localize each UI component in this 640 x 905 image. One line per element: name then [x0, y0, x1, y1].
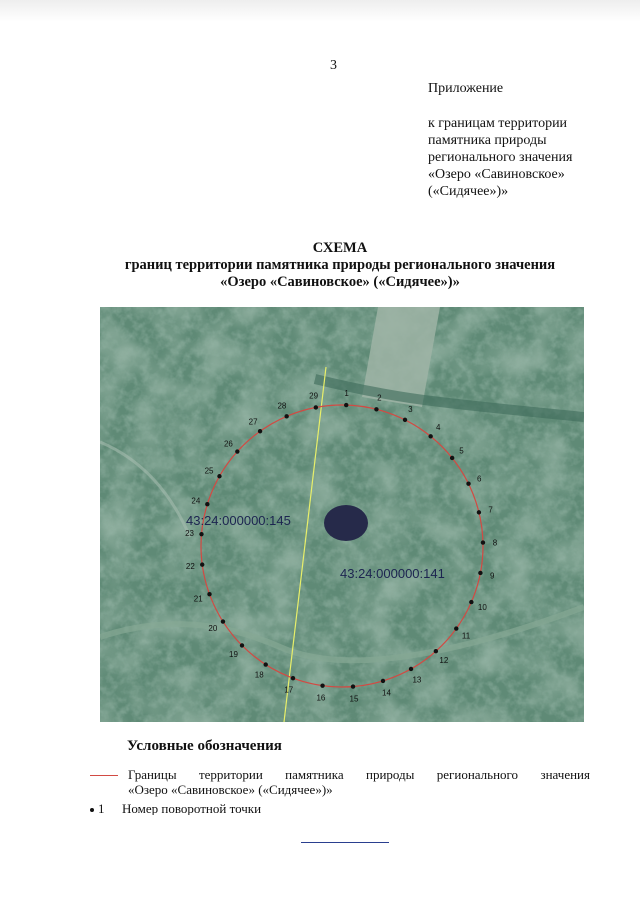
turning-point-label: 13 — [412, 675, 422, 685]
turning-point-label: 2 — [377, 393, 382, 403]
turning-point-label: 26 — [223, 439, 233, 449]
turning-point-label: 17 — [284, 685, 294, 695]
legend-point-symbol: 1 — [98, 801, 105, 815]
satellite-map — [100, 307, 584, 722]
turning-point-dot — [205, 502, 209, 506]
legend-boundary-row — [90, 767, 590, 797]
turning-point-dot — [200, 562, 204, 566]
legend-title: Условные обозначения — [127, 738, 282, 754]
scan-edge — [0, 0, 640, 22]
turning-point-dot — [477, 510, 481, 514]
turning-point-label: 10 — [477, 602, 487, 612]
turning-point-dot — [258, 429, 262, 433]
turning-point-label: 8 — [492, 538, 498, 548]
heading-line1: СХЕМА — [312, 240, 368, 256]
scheme-heading — [0, 240, 640, 291]
turning-point-dot — [207, 592, 211, 596]
turning-point-label: 6 — [477, 474, 482, 484]
page-number: 3 — [330, 58, 337, 73]
appendix-line: регионального значения — [428, 150, 573, 165]
turning-point-dot — [381, 679, 385, 683]
map-canvas — [100, 307, 584, 722]
turning-point-dot — [199, 532, 203, 536]
turning-point-dot — [454, 626, 458, 630]
turning-point-label: 29 — [309, 391, 319, 401]
turning-point-label: 7 — [488, 505, 493, 515]
footer-rule — [301, 842, 389, 843]
appendix-line: памятника природы — [428, 133, 547, 148]
turning-point-dot — [291, 676, 295, 680]
turning-point-label: 22 — [185, 562, 195, 572]
turning-point-label: 14 — [382, 688, 391, 698]
appendix-title: Приложение — [428, 81, 504, 96]
turning-point-label: 19 — [229, 649, 238, 659]
turning-point-label: 5 — [459, 446, 464, 456]
turning-point-dot — [469, 600, 473, 604]
turning-point-label: 9 — [489, 571, 495, 581]
turning-point-label: 12 — [439, 656, 449, 666]
turning-point-label: 28 — [277, 401, 287, 411]
turning-point-dot — [217, 474, 221, 478]
heading-line2: границ территории памятника природы регионального значения — [124, 257, 556, 273]
appendix-line: к границам территории — [428, 116, 568, 131]
legend-point-row — [90, 801, 290, 815]
lake — [324, 505, 368, 541]
turning-point-label: 16 — [316, 693, 326, 703]
turning-point-dot — [478, 571, 482, 575]
turning-point-dot — [351, 684, 355, 688]
turning-point-label: 23 — [185, 529, 194, 539]
turning-point-label: 27 — [248, 417, 258, 427]
turning-point-dot — [344, 403, 348, 407]
turning-point-label: 25 — [204, 466, 214, 476]
turning-point-label: 15 — [349, 694, 359, 704]
legend-point-label: Номер поворотной точки — [122, 801, 262, 815]
turning-point-dot — [264, 662, 268, 666]
turning-point-dot — [409, 667, 413, 671]
parcel-label-141: 43:24:000000:141 — [340, 566, 445, 581]
turning-point-dot — [481, 540, 485, 544]
turning-point-label: 1 — [344, 389, 349, 399]
turning-point-dot — [466, 482, 470, 486]
turning-point-dot — [240, 643, 244, 647]
appendix-line: «Озеро «Савиновское» — [428, 167, 565, 182]
legend-boundary-label-cont: «Озеро «Савиновское» («Сидячее»)» — [128, 782, 333, 797]
turning-point-label: 20 — [208, 624, 218, 634]
turning-point-dot — [314, 405, 318, 409]
heading-line3: «Озеро «Савиновское» («Сидячее»)» — [220, 274, 460, 290]
turning-point-label: 18 — [254, 670, 264, 680]
legend-point-dot — [90, 808, 94, 812]
turning-point-dot — [235, 449, 239, 453]
turning-point-dot — [284, 414, 288, 418]
turning-point-dot — [428, 434, 432, 438]
legend-boundary-label: Границы территории памятника природы регионального значения — [128, 767, 590, 782]
appendix-line: («Сидячее»)» — [428, 184, 509, 199]
appendix-block — [428, 80, 628, 200]
turning-point-dot — [434, 649, 438, 653]
parcel-label-145: 43:24:000000:145 — [186, 513, 291, 528]
turning-point-label: 3 — [408, 405, 413, 415]
turning-point-dot — [320, 683, 324, 687]
turning-point-dot — [403, 418, 407, 422]
turning-point-dot — [450, 456, 454, 460]
turning-point-label: 4 — [435, 423, 441, 433]
turning-point-dot — [374, 407, 378, 411]
turning-point-label: 21 — [193, 594, 203, 604]
turning-point-label: 24 — [191, 496, 201, 506]
turning-point-dot — [221, 619, 225, 623]
turning-point-label: 11 — [461, 631, 471, 641]
legend-boundary-symbol — [90, 775, 118, 776]
